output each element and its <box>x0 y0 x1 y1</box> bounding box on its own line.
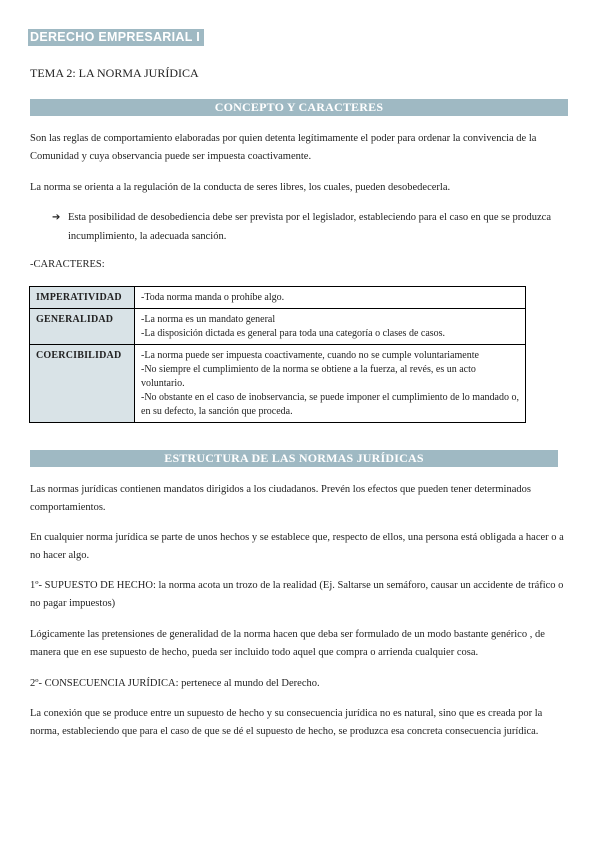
topic-title: TEMA 2: LA NORMA JURÍDICA <box>30 66 199 80</box>
paragraph-orientation: La norma se orienta a la regulación de la conducta de seres libres, los cuales, pueden desobedecerla. <box>30 182 451 193</box>
table-value-cell <box>135 309 526 345</box>
paragraph-consecuencia: 2º- CONSECUENCIA JURÍDICA: pertenece al mundo del Derecho. <box>30 678 320 689</box>
table-row <box>30 309 526 345</box>
paragraph-generalidad: Lógicamente las pretensiones de generalidad de la norma hacen que deba ser formulado de un modo bastante genérico , de manera que en ese supuesto de hecho, pueda ser incluido todo aquel que compra o arrienda cualquier cosa. <box>30 629 545 658</box>
table-line: -La norma puede ser impuesta coactivamente, cuando no se cumple voluntariamente <box>141 350 479 361</box>
table-row <box>30 345 526 423</box>
table-line: -No obstante en el caso de inobservancia, se puede imponer el cumplimiento de lo mandado o, en su defecto, la sanción que proceda. <box>141 392 519 417</box>
table-value-cell <box>135 287 526 309</box>
table-value-cell <box>135 345 526 423</box>
paragraph-definition: Son las reglas de comportamiento elaboradas por quien detenta legítimamente el poder para ordenar la convivencia de la Comunidad y cuya observancia puede ser impuesta coactivamente. <box>30 133 537 162</box>
table-line: -No siempre el cumplimiento de la norma se obtiene a la fuerza, al revés, es un acto voluntario. <box>141 364 476 389</box>
paragraph-mandatos: Las normas jurídicas contienen mandatos dirigidos a los ciudadanos. Prevén los efectos que pueden tener determinados comportamientos. <box>30 484 531 513</box>
table-line: -Toda norma manda o prohíbe algo. <box>141 292 285 303</box>
section-heading-concepto: CONCEPTO Y CARACTERES <box>30 99 568 116</box>
section-heading-estructura: ESTRUCTURA DE LAS NORMAS JURÍDICAS <box>30 450 558 467</box>
arrow-bullet <box>52 208 552 246</box>
caracteres-table <box>29 286 526 423</box>
caracteres-label: -CARACTERES: <box>30 259 105 270</box>
arrow-bullet-text: Esta posibilidad de desobediencia debe ser prevista por el legislador, estableciendo para el caso en que se produzca incumplimiento, la adecuada sanción. <box>68 212 551 242</box>
table-key-cell: GENERALIDAD <box>30 309 135 345</box>
arrow-right-icon: ➔ <box>52 212 61 223</box>
table-key-cell: COERCIBILIDAD <box>30 345 135 423</box>
course-title: DERECHO EMPRESARIAL I <box>28 29 204 46</box>
table-line: -La disposición dictada es general para toda una categoría o clases de casos. <box>141 328 446 339</box>
table-row <box>30 287 526 309</box>
paragraph-supuesto: 1º- SUPUESTO DE HECHO: la norma acota un trozo de la realidad (Ej. Saltarse un semáforo, causar un accidente de tráfico o no pagar impuestos) <box>30 580 564 609</box>
table-line: -La norma es un mandato general <box>141 314 276 325</box>
table-key-cell: IMPERATIVIDAD <box>30 287 135 309</box>
paragraph-conexion: La conexión que se produce entre un supuesto de hecho y su consecuencia jurídica no es natural, sino que es creada por la norma, estableciendo que para el caso de que se dé el supuesto de hecho, se produzca esa concreta consecuencia jurídica. <box>30 708 543 737</box>
paragraph-hechos: En cualquier norma jurídica se parte de unos hechos y se establece que, respecto de ellos, una persona está obligada a hacer o a no hacer algo. <box>30 532 564 561</box>
